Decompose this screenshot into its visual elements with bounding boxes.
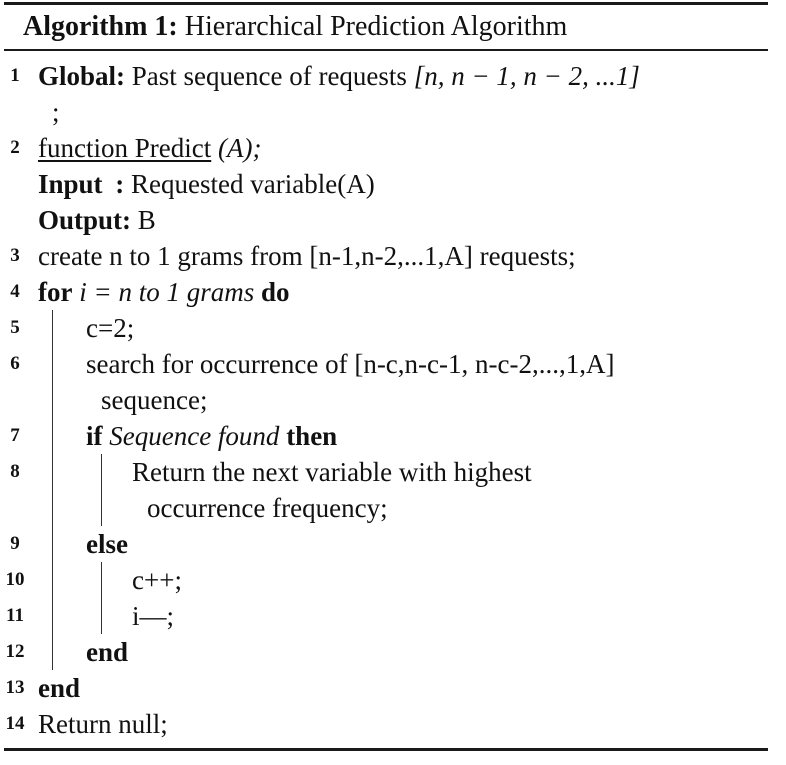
search-continuation: sequence; xyxy=(101,385,208,415)
line-number: 11 xyxy=(6,605,24,626)
global-sequence-math: [n, n − 1, n − 2, ...1] xyxy=(413,61,640,91)
line-number: 4 xyxy=(10,281,20,302)
global-text: Past sequence of requests xyxy=(131,61,407,91)
function-args: (A); xyxy=(217,133,262,163)
algorithm-title: Hierarchical Prediction Algorithm xyxy=(184,11,568,42)
do-keyword: do xyxy=(260,277,290,307)
else-keyword: else xyxy=(86,529,128,559)
for-block-bar xyxy=(52,310,53,670)
end-for-keyword: end xyxy=(38,673,81,703)
line-number: 7 xyxy=(10,425,20,446)
line-number: 10 xyxy=(5,569,25,590)
if-condition: Sequence found xyxy=(109,421,280,451)
line-number: 2 xyxy=(10,137,20,158)
function-name: function Predict xyxy=(38,133,212,163)
else-block-bar xyxy=(101,562,102,634)
input-text: Requested variable(A) xyxy=(131,169,375,199)
bottom-rule xyxy=(4,748,768,751)
decrement-i-text: i—; xyxy=(132,601,175,631)
line-number: 3 xyxy=(10,245,20,266)
line-number: 1 xyxy=(10,65,20,86)
line-number: 6 xyxy=(10,353,20,374)
line-number: 5 xyxy=(10,317,20,338)
algorithm-label: Algorithm 1: xyxy=(23,11,178,42)
return-null-text: Return null; xyxy=(38,709,168,739)
if-block-bar xyxy=(101,454,102,526)
line-number: 14 xyxy=(5,713,25,734)
then-keyword: then xyxy=(286,421,338,451)
global-keyword: Global: xyxy=(38,61,126,91)
line-number: 13 xyxy=(5,677,25,698)
input-keyword: Input xyxy=(38,169,103,199)
caption-rule xyxy=(4,49,768,51)
for-condition: i = n to 1 grams xyxy=(79,277,255,307)
if-keyword: if xyxy=(86,421,103,451)
init-c-text: c=2; xyxy=(86,313,135,343)
line-number: 12 xyxy=(5,641,25,662)
for-keyword: for xyxy=(38,277,73,307)
input-separator: : xyxy=(115,169,125,199)
return-next-text: Return the next variable with highest xyxy=(132,457,532,487)
create-grams-text: create n to 1 grams from [n-1,n-2,...1,A] requests; xyxy=(38,241,576,271)
global-continuation: ; xyxy=(52,97,60,127)
search-text: search for occurrence of [n-c,n-c-1, n-c-2,...,1,A] xyxy=(86,349,615,379)
line-number: 9 xyxy=(10,533,20,554)
output-text: B xyxy=(137,205,156,235)
output-keyword: Output: xyxy=(38,205,132,235)
algorithm-caption xyxy=(23,5,567,49)
line-number: 8 xyxy=(10,461,20,482)
end-if-keyword: end xyxy=(86,637,129,667)
increment-c-text: c++; xyxy=(132,565,182,595)
return-next-continuation: occurrence frequency; xyxy=(147,493,388,523)
